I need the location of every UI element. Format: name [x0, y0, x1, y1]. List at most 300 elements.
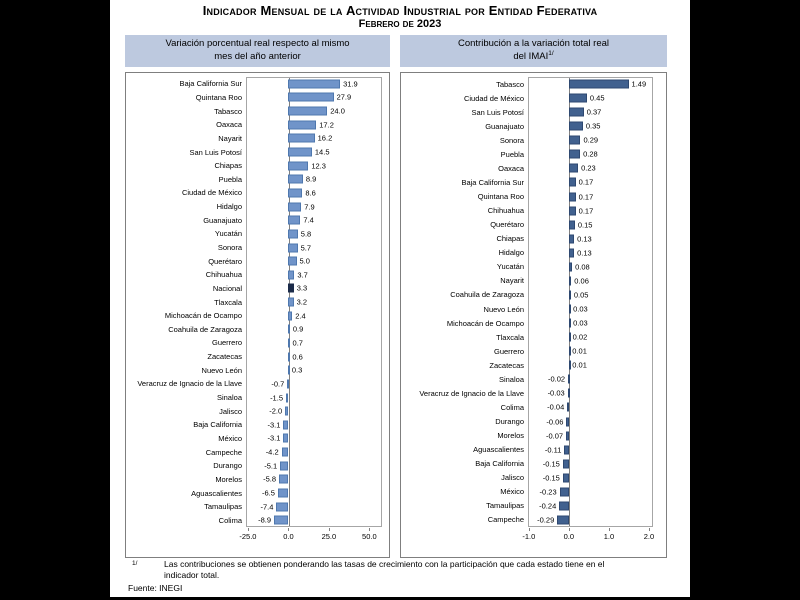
category-label-16: Tlaxcala — [214, 297, 242, 307]
bar-16 — [569, 305, 571, 314]
value-label-21: 0.3 — [291, 365, 303, 375]
row-plot — [246, 418, 382, 432]
chart-row — [401, 302, 666, 316]
axis-tick-label: 0.0 — [283, 532, 294, 541]
bar-24 — [285, 407, 288, 416]
value-label-6: 12.3 — [311, 161, 326, 171]
chart-row — [401, 330, 666, 344]
bar-11 — [288, 229, 297, 238]
chart-row — [401, 232, 666, 246]
chart-row — [126, 295, 389, 309]
category-label-8: Quintana Roo — [477, 192, 524, 202]
category-label-0: Tabasco — [496, 79, 524, 89]
category-label-2: San Luis Potosí — [471, 107, 524, 117]
chart-row — [401, 119, 666, 133]
category-label-21: Nuevo León — [201, 365, 242, 375]
chart-row — [401, 218, 666, 232]
chart-row — [126, 254, 389, 268]
category-label-24: Durango — [495, 417, 524, 427]
row-plot — [528, 400, 653, 414]
chart-row — [401, 457, 666, 471]
category-label-22: Veracruz de Ignacio de la Llave — [137, 379, 242, 389]
chart-row — [126, 309, 389, 323]
row-plot — [528, 457, 653, 471]
value-label-31: -7.4 — [260, 502, 274, 512]
value-label-1: 0.45 — [589, 93, 605, 103]
chart-row — [126, 514, 389, 528]
row-plot — [246, 377, 382, 391]
value-label-16: 3.2 — [296, 297, 308, 307]
category-label-15: Coahuila de Zaragoza — [450, 290, 524, 300]
value-label-28: -5.1 — [264, 461, 278, 471]
bar-7 — [288, 175, 302, 184]
category-label-30: Tamaulipas — [486, 501, 524, 511]
row-plot — [246, 172, 382, 186]
bar-16 — [288, 298, 293, 307]
chart-row — [126, 363, 389, 377]
bar-14 — [569, 276, 571, 285]
row-plot — [246, 295, 382, 309]
value-label-19: 0.7 — [292, 338, 303, 348]
row-plot — [246, 514, 382, 528]
value-label-9: 0.17 — [578, 206, 594, 216]
chart-row — [126, 118, 389, 132]
category-label-23: Colima — [500, 402, 524, 412]
source-label: Fuente: INEGI — [128, 583, 183, 593]
chart-row — [401, 499, 666, 513]
row-plot — [246, 404, 382, 418]
bar-0 — [288, 79, 340, 88]
bar-rows — [401, 77, 666, 527]
right-panel-header-line2: del $IMAI^{1/}$ — [513, 50, 554, 63]
axis-tick-label: 2.0 — [643, 532, 655, 541]
value-label-27: -4.2 — [265, 447, 279, 457]
value-label-21: -0.02 — [547, 374, 566, 384]
value-label-24: -0.06 — [546, 417, 564, 427]
chart-row — [126, 418, 389, 432]
category-label-15: Nacional — [212, 283, 242, 293]
chart-row — [401, 513, 666, 527]
bar-11 — [569, 234, 574, 243]
chart-row — [401, 190, 666, 204]
row-plot — [246, 118, 382, 132]
row-plot — [528, 77, 653, 91]
left-panel-header-line2: mes del año anterior — [214, 51, 301, 62]
row-plot — [246, 473, 382, 487]
chart-row — [126, 350, 389, 364]
value-label-6: 0.23 — [581, 163, 596, 173]
category-label-28: Durango — [213, 461, 242, 471]
chart-row — [126, 500, 389, 514]
row-plot — [246, 391, 382, 405]
bar-29 — [560, 487, 569, 496]
bar-8 — [288, 188, 302, 197]
category-label-6: Chiapas — [214, 161, 242, 171]
bar-22 — [568, 389, 570, 398]
value-label-10: 0.15 — [577, 220, 593, 230]
bar-18 — [569, 333, 571, 342]
value-label-4: 0.29 — [583, 135, 599, 145]
row-plot — [246, 336, 382, 350]
row-plot — [246, 500, 382, 514]
value-label-14: 3.7 — [297, 270, 308, 280]
axis-tick — [569, 528, 570, 531]
bar-0 — [569, 80, 629, 89]
category-label-5: San Luis Potosí — [189, 147, 242, 157]
bar-29 — [279, 475, 288, 484]
value-label-2: 24.0 — [330, 106, 345, 116]
category-label-14: Nayarit — [500, 276, 524, 286]
value-label-18: 0.02 — [572, 332, 588, 342]
category-label-1: Ciudad de México — [463, 93, 524, 103]
row-plot — [246, 213, 382, 227]
chart-row — [401, 485, 666, 499]
value-label-4: 16.2 — [317, 133, 333, 143]
row-plot — [246, 309, 382, 323]
category-label-26: México — [218, 433, 242, 443]
category-label-31: Tamaulipas — [204, 502, 242, 512]
category-label-1: Quintana Roo — [195, 92, 242, 102]
row-plot — [528, 415, 653, 429]
bar-3 — [569, 122, 583, 131]
value-label-14: 0.06 — [574, 276, 589, 286]
bar-23 — [286, 393, 288, 402]
chart-row — [126, 404, 389, 418]
chart-row — [401, 344, 666, 358]
category-label-12: Hidalgo — [498, 248, 524, 258]
value-label-32: -8.9 — [258, 515, 272, 525]
value-label-29: -5.8 — [263, 474, 277, 484]
bar-15 — [288, 284, 293, 293]
value-label-3: 17.2 — [319, 120, 334, 130]
value-label-18: 0.9 — [292, 324, 304, 334]
row-plot — [246, 200, 382, 214]
category-label-18: Coahuila de Zaragoza — [168, 324, 242, 334]
row-plot — [246, 486, 382, 500]
category-label-5: Puebla — [500, 149, 524, 159]
value-label-12: 0.13 — [577, 248, 592, 258]
chart-row — [401, 274, 666, 288]
chart-row — [401, 147, 666, 161]
bar-6 — [288, 161, 308, 170]
axis-tick — [529, 528, 530, 531]
variation-chart — [125, 72, 390, 558]
chart-row — [401, 175, 666, 189]
category-label-29: México — [500, 487, 524, 497]
category-label-19: Guerrero — [211, 338, 242, 348]
category-label-7: Puebla — [218, 174, 242, 184]
row-plot — [246, 227, 382, 241]
footnote — [132, 559, 642, 581]
value-label-28: -0.15 — [542, 473, 560, 483]
row-plot — [528, 274, 653, 288]
row-plot — [246, 104, 382, 118]
bar-30 — [559, 501, 569, 510]
chart-row — [401, 316, 666, 330]
category-label-2: Tabasco — [214, 106, 242, 116]
chart-row — [126, 186, 389, 200]
row-plot — [246, 445, 382, 459]
category-label-27: Baja California — [475, 459, 524, 469]
category-label-4: Sonora — [499, 135, 524, 145]
row-plot — [246, 77, 382, 91]
value-label-22: -0.7 — [271, 379, 285, 389]
axis-tick-label: -25.0 — [239, 532, 257, 541]
bar-31 — [557, 515, 569, 524]
value-label-26: -3.1 — [267, 433, 281, 443]
report-page — [110, 0, 690, 597]
chart-row — [401, 105, 666, 119]
chart-row — [126, 323, 389, 337]
bar-23 — [567, 403, 569, 412]
chart-row — [401, 288, 666, 302]
row-plot — [528, 232, 653, 246]
axis-tick-label: -1.0 — [522, 532, 536, 541]
bar-12 — [288, 243, 297, 252]
bar-19 — [288, 338, 290, 347]
row-plot — [246, 145, 382, 159]
row-plot — [246, 241, 382, 255]
chart-row — [401, 471, 666, 485]
chart-row — [126, 227, 389, 241]
category-label-11: Yucatán — [214, 229, 242, 239]
category-label-6: Oaxaca — [498, 163, 524, 173]
bar-28 — [563, 473, 569, 482]
bar-14 — [288, 270, 294, 279]
bar-13 — [569, 262, 572, 271]
value-label-9: 7.9 — [304, 202, 315, 212]
value-label-13: 5.0 — [299, 256, 310, 266]
bar-15 — [569, 290, 571, 299]
category-label-28: Jalisco — [501, 473, 524, 483]
category-label-24: Jalisco — [219, 406, 242, 416]
chart-row — [126, 486, 389, 500]
row-plot — [528, 513, 653, 527]
chart-row — [401, 204, 666, 218]
bar-3 — [288, 120, 316, 129]
bar-27 — [282, 448, 289, 457]
axis-tick — [329, 528, 330, 531]
bar-6 — [569, 164, 578, 173]
category-label-30: Aguascalientes — [191, 488, 242, 498]
right-panel-header-line1: Contribución a la variación total real — [457, 37, 610, 49]
bar-26 — [564, 445, 568, 454]
value-label-23: -0.04 — [547, 402, 565, 412]
category-label-0: Baja California Sur — [179, 79, 242, 89]
row-plot — [528, 471, 653, 485]
bar-2 — [569, 108, 584, 117]
bar-1 — [288, 93, 333, 102]
chart-row — [401, 415, 666, 429]
chart-row — [126, 132, 389, 146]
category-label-13: Yucatán — [496, 262, 524, 272]
chart-row — [401, 429, 666, 443]
axis-tick — [248, 528, 249, 531]
chart-row — [126, 213, 389, 227]
chart-row — [126, 282, 389, 296]
chart-row — [126, 77, 389, 91]
chart-row — [401, 161, 666, 175]
value-label-22: -0.03 — [547, 388, 565, 398]
row-plot — [246, 268, 382, 282]
chart-row — [126, 268, 389, 282]
bar-27 — [563, 459, 569, 468]
row-plot — [246, 132, 382, 146]
bar-20 — [288, 352, 290, 361]
chart-row — [126, 91, 389, 105]
row-plot — [246, 186, 382, 200]
bar-12 — [569, 248, 574, 257]
category-label-11: Chiapas — [496, 234, 524, 244]
chart-row — [126, 241, 389, 255]
row-plot — [528, 218, 653, 232]
value-label-8: 0.17 — [578, 192, 594, 202]
axis-tick-label: 50.0 — [362, 532, 377, 541]
row-plot — [528, 302, 653, 316]
value-label-0: 1.49 — [631, 79, 647, 89]
category-label-8: Ciudad de México — [181, 188, 242, 198]
bar-22 — [287, 379, 289, 388]
value-label-27: -0.15 — [542, 459, 560, 469]
bar-1 — [569, 94, 587, 103]
bar-25 — [566, 431, 569, 440]
row-plot — [528, 330, 653, 344]
bar-rows — [126, 77, 389, 527]
value-label-30: -0.24 — [539, 501, 557, 511]
value-label-10: 7.4 — [303, 215, 314, 225]
bar-21 — [288, 366, 290, 375]
row-plot — [246, 323, 382, 337]
chart-row — [126, 473, 389, 487]
row-plot — [246, 363, 382, 377]
bar-5 — [288, 148, 311, 157]
bar-8 — [569, 192, 576, 201]
axis-tick-label: 0.0 — [563, 532, 575, 541]
row-plot — [528, 288, 653, 302]
value-label-29: -0.23 — [539, 487, 557, 497]
chart-row — [126, 159, 389, 173]
value-label-23: -1.5 — [270, 393, 283, 403]
category-label-9: Chihuahua — [487, 206, 524, 216]
bar-28 — [280, 461, 288, 470]
bar-4 — [288, 134, 314, 143]
chart-row — [126, 145, 389, 159]
row-plot — [528, 344, 653, 358]
value-label-25: -3.1 — [267, 420, 281, 430]
value-label-17: 0.03 — [573, 318, 588, 328]
value-label-11: 5.8 — [300, 229, 312, 239]
row-plot — [528, 443, 653, 457]
row-plot — [528, 429, 653, 443]
value-label-30: -6.5 — [261, 488, 275, 498]
category-label-3: Guanajuato — [485, 121, 524, 131]
chart-row — [126, 445, 389, 459]
category-label-10: Guanajuato — [203, 215, 242, 225]
category-label-23: Sinaloa — [216, 393, 242, 403]
value-label-7: 8.9 — [305, 174, 317, 184]
row-plot — [246, 350, 382, 364]
bar-9 — [569, 206, 576, 215]
row-plot — [528, 386, 653, 400]
category-label-7: Baja California Sur — [461, 177, 524, 187]
value-label-19: 0.01 — [572, 346, 587, 356]
value-label-17: 2.4 — [295, 311, 306, 321]
row-plot — [528, 147, 653, 161]
category-label-21: Sinaloa — [498, 374, 524, 384]
row-plot — [528, 105, 653, 119]
bar-10 — [288, 216, 300, 225]
chart-row — [126, 104, 389, 118]
value-label-20: 0.01 — [572, 360, 587, 370]
row-plot — [528, 204, 653, 218]
category-label-22: Veracruz de Ignacio de la Llave — [419, 388, 524, 398]
category-label-19: Guerrero — [493, 346, 524, 356]
value-label-16: 0.03 — [573, 304, 588, 314]
category-label-9: Hidalgo — [216, 202, 242, 212]
category-label-25: Baja California — [193, 420, 242, 430]
axis-tick — [288, 528, 289, 531]
row-plot — [246, 432, 382, 446]
row-plot — [528, 372, 653, 386]
chart-row — [126, 432, 389, 446]
row-plot — [246, 459, 382, 473]
row-plot — [528, 358, 653, 372]
chart-row — [401, 400, 666, 414]
bar-5 — [569, 150, 580, 159]
category-label-17: Michoacán de Ocampo — [446, 318, 524, 328]
row-plot — [528, 260, 653, 274]
axis-tick-label: 25.0 — [321, 532, 337, 541]
footnote-marker: 1/ — [132, 560, 138, 567]
category-label-10: Querétaro — [490, 220, 524, 230]
value-label-31: -0.29 — [537, 515, 555, 525]
value-label-5: 14.5 — [314, 147, 330, 157]
footnote-reference: 1/ — [548, 50, 554, 58]
value-label-12: 5.7 — [300, 243, 312, 252]
category-label-20: Zacatecas — [207, 352, 242, 362]
row-plot — [528, 190, 653, 204]
category-label-26: Aguascalientes — [473, 445, 524, 455]
axis-tick — [609, 528, 610, 531]
bar-21 — [568, 375, 570, 384]
bar-31 — [276, 502, 288, 511]
bar-24 — [566, 417, 568, 426]
value-label-13: 0.08 — [575, 262, 590, 272]
chart-row — [401, 443, 666, 457]
bar-17 — [569, 319, 571, 328]
category-label-32: Colima — [218, 515, 242, 525]
value-label-24: -2.0 — [269, 406, 283, 416]
chart-row — [401, 260, 666, 274]
category-label-12: Sonora — [217, 243, 242, 252]
axis-tick — [369, 528, 370, 531]
value-label-5: 0.28 — [583, 149, 598, 159]
value-label-11: 0.13 — [577, 234, 592, 244]
chart-row — [401, 77, 666, 91]
bar-2 — [288, 107, 327, 116]
bar-10 — [569, 220, 575, 229]
chart-row — [401, 386, 666, 400]
bar-9 — [288, 202, 301, 211]
value-label-2: 0.37 — [586, 107, 602, 117]
value-label-0: 31.9 — [343, 79, 358, 89]
value-label-25: -0.07 — [545, 431, 564, 441]
row-plot — [528, 119, 653, 133]
value-label-7: 0.17 — [578, 177, 594, 187]
bar-25 — [283, 420, 288, 429]
category-label-20: Zacatecas — [489, 360, 524, 370]
chart-row — [401, 91, 666, 105]
